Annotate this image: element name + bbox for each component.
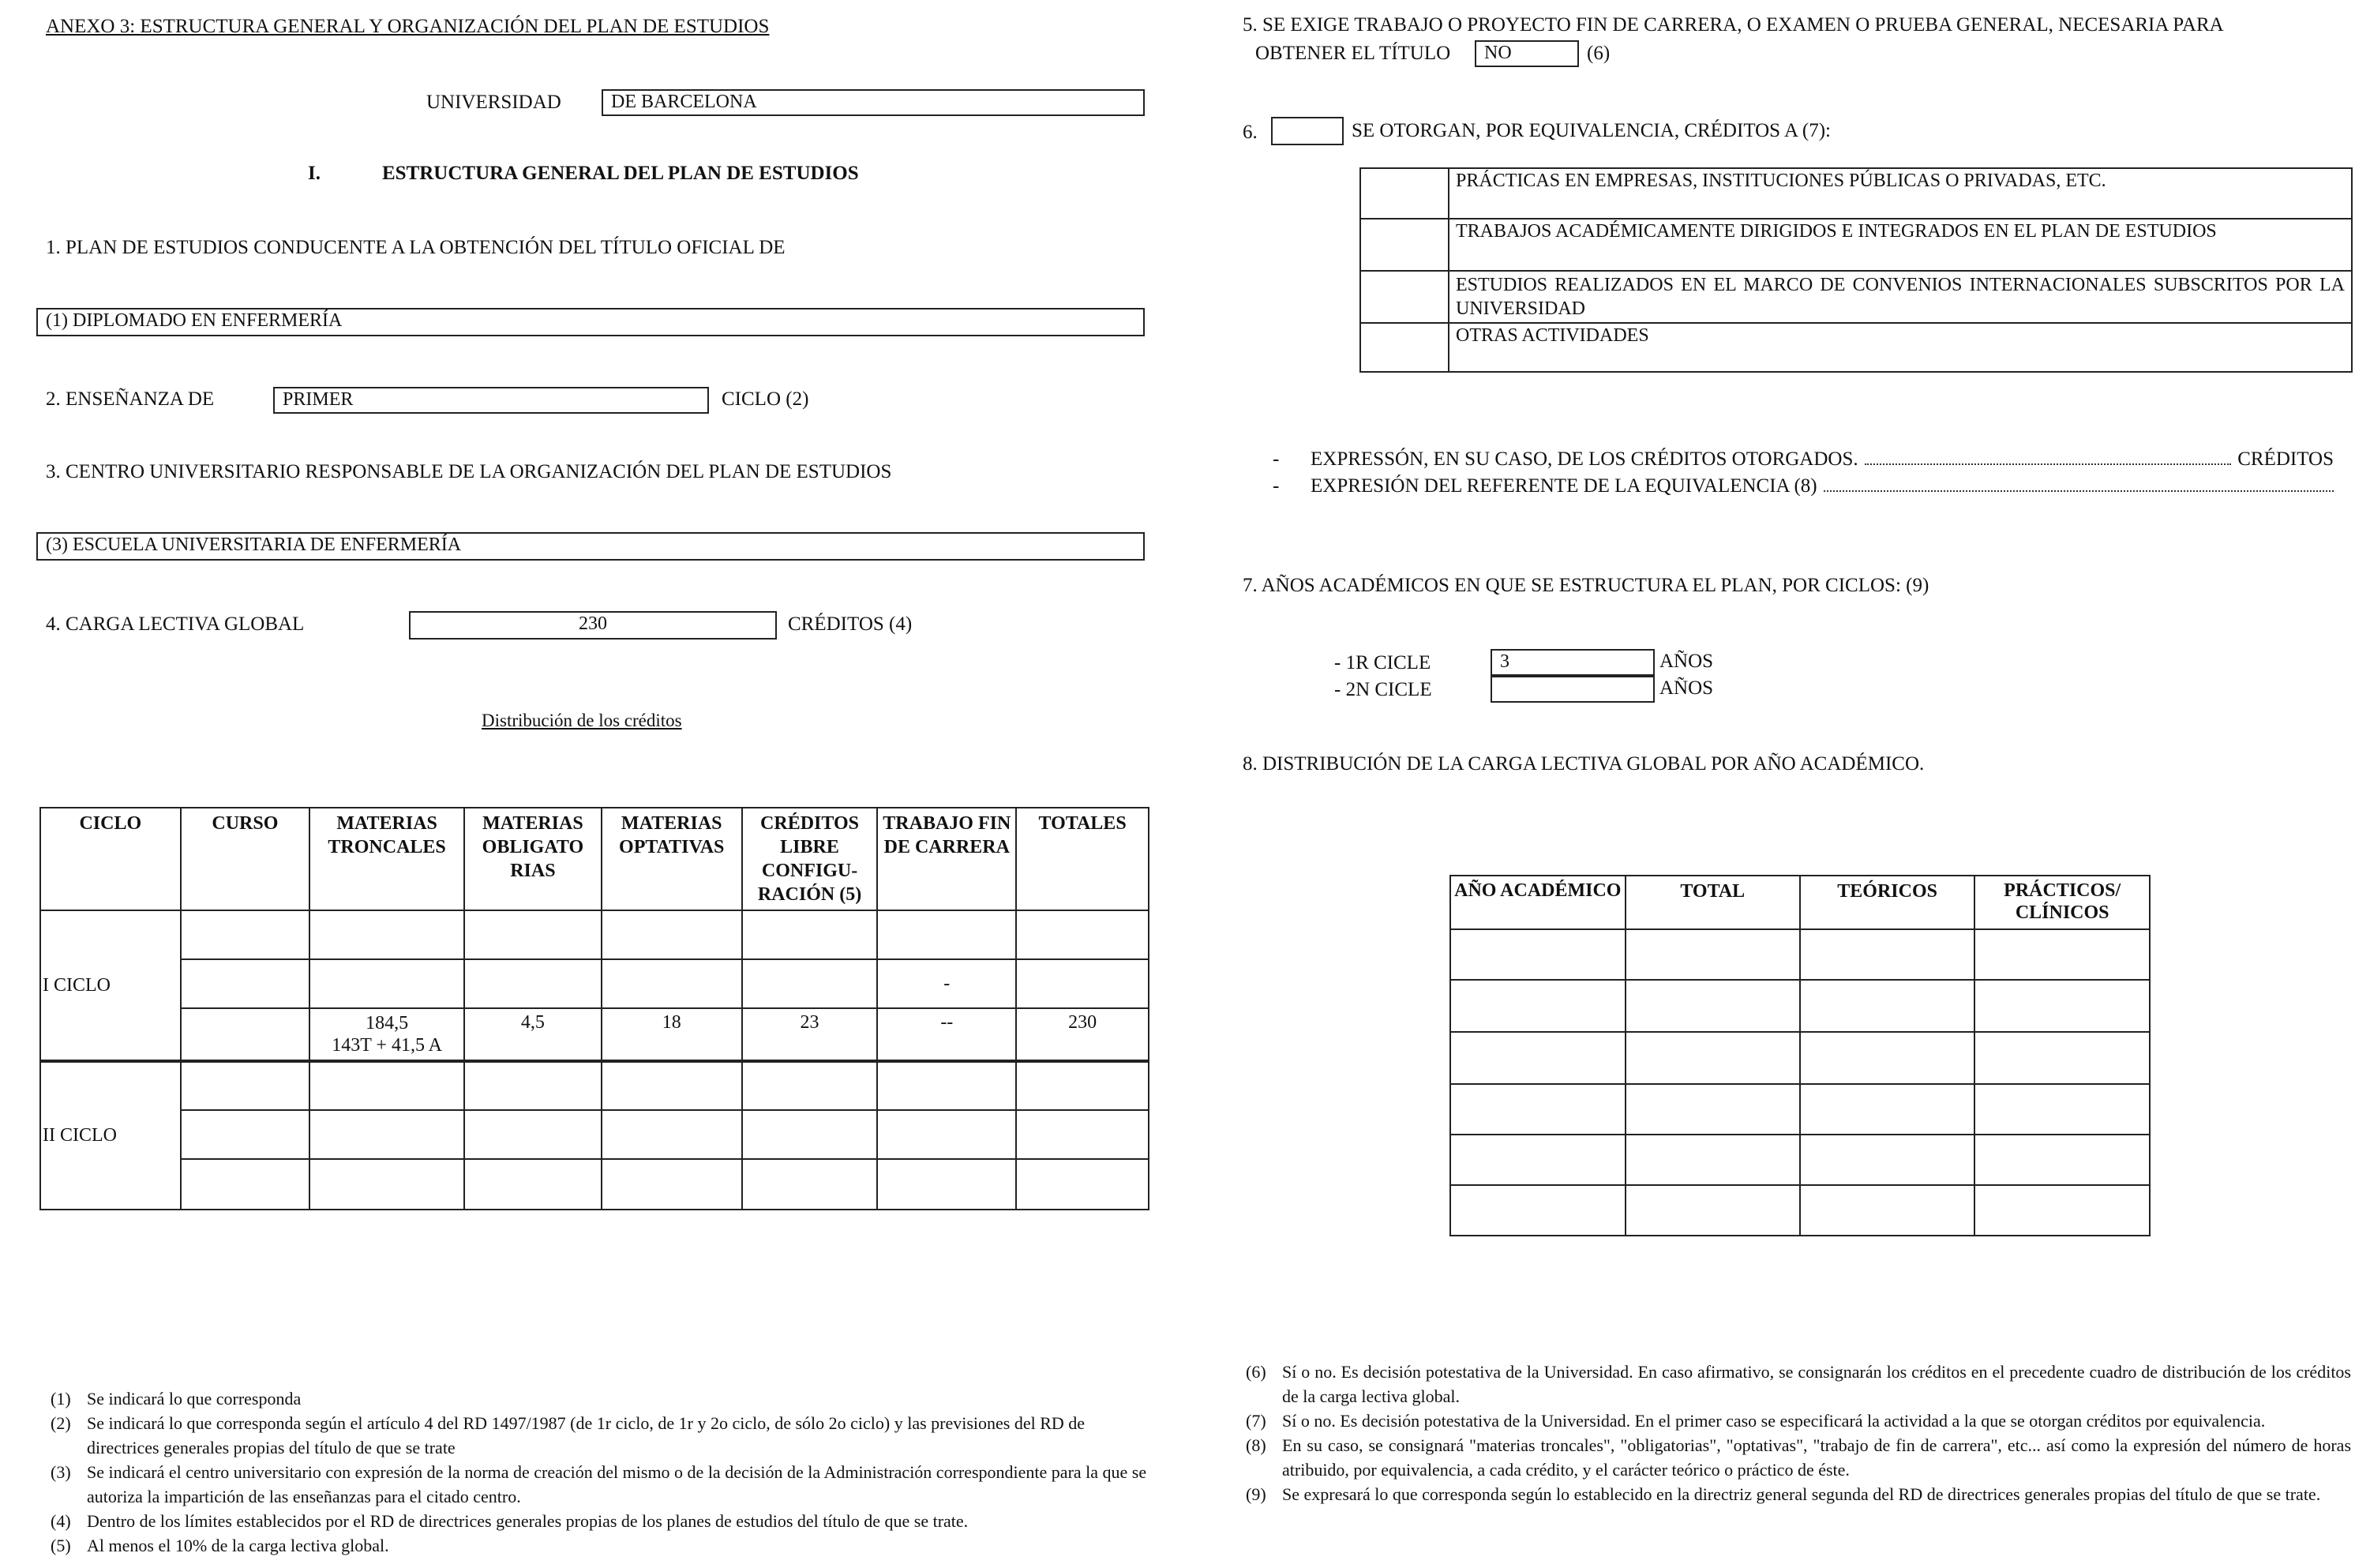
equivalence-item: ESTUDIOS REALIZADOS EN EL MARCO DE CONVENIOS INTERNACIONALES SUBSCRITOS POR LA UNIVERSIDAD xyxy=(1449,271,2352,323)
table-row xyxy=(40,1061,1149,1110)
totales-cell: 230 xyxy=(1016,1008,1149,1061)
table-row xyxy=(1360,271,2352,323)
question-5-line-1: 5. SE EXIGE TRABAJO O PROYECTO FIN DE CARRERA, O EXAMEN O PRUEBA GENERAL, NECESARIA PARA xyxy=(1243,14,2224,36)
question-3: 3. CENTRO UNIVERSITARIO RESPONSABLE DE LA ORGANIZACIÓN DEL PLAN DE ESTUDIOS xyxy=(46,461,892,482)
question-6-text: SE OTORGAN, POR EQUIVALENCIA, CRÉDITOS A (7): xyxy=(1352,120,1831,141)
table-row xyxy=(1360,168,2352,219)
dash-cell: - xyxy=(877,959,1016,1008)
cycle-1-years-field[interactable]: 3 xyxy=(1491,649,1655,676)
left-footnotes xyxy=(51,1386,1148,1558)
right-footnotes xyxy=(1246,1360,2351,1506)
cycle-field[interactable]: PRIMER xyxy=(273,387,709,414)
annex-title: ANEXO 3: ESTRUCTURA GENERAL Y ORGANIZACIÓN DEL PLAN DE ESTUDIOS xyxy=(46,16,770,37)
table-row xyxy=(40,1008,1149,1061)
question-1: 1. PLAN DE ESTUDIOS CONDUCENTE A LA OBTENCIÓN DEL TÍTULO OFICIAL DE xyxy=(46,237,786,258)
question-2-suffix: CICLO (2) xyxy=(722,388,809,410)
troncales-value: 184,5 xyxy=(366,1013,409,1033)
cycle-2-label: II CICLO xyxy=(40,1061,181,1210)
troncales-cell xyxy=(309,1008,464,1061)
cycle-1-years-label: - 1R CICLE xyxy=(1334,652,1431,673)
header-total: TOTAL xyxy=(1626,876,1800,929)
equivalence-table xyxy=(1359,167,2353,373)
question-6-number: 6. xyxy=(1243,122,1258,143)
expression-credits-label: EXPRESSÓN, EN SU CASO, DE LOS CRÉDITOS OTORGADOS. xyxy=(1311,448,1858,470)
question-5-line-2: OBTENER EL TÍTULO xyxy=(1255,43,1451,64)
equivalence-item: OTRAS ACTIVIDADES xyxy=(1449,323,2352,372)
question-8: 8. DISTRIBUCIÓN DE LA CARGA LECTIVA GLOBAL POR AÑO ACADÉMICO. xyxy=(1243,753,1925,775)
equivalence-item: PRÁCTICAS EN EMPRESAS, INSTITUCIONES PÚBLICAS O PRIVADAS, ETC. xyxy=(1449,168,2352,219)
table-row xyxy=(1450,929,2150,980)
cycle-2-years-field[interactable] xyxy=(1491,676,1655,703)
header-ciclo: CICLO xyxy=(40,808,181,910)
center-field[interactable]: (3) ESCUELA UNIVERSITARIA DE ENFERMERÍA xyxy=(36,532,1145,561)
equivalence-checkbox[interactable] xyxy=(1360,168,1449,219)
equivalence-checkbox[interactable] xyxy=(1360,219,1449,271)
table-row xyxy=(1450,1032,2150,1084)
expression-credits-field[interactable] xyxy=(1865,463,2232,465)
footnote: (7) Sí o no. Es decisión potestativa de la Universidad. En el primer caso se especificará la actividad a la que se otorgan créditos por equivalencia. xyxy=(1246,1411,2266,1431)
equivalence-field[interactable] xyxy=(1271,117,1344,145)
troncales-detail: 143T + 41,5 A xyxy=(332,1035,442,1056)
university-field[interactable]: DE BARCELONA xyxy=(602,89,1145,116)
trabajo-cell: -- xyxy=(877,1008,1016,1061)
footnote: (8) En su caso, se consignará "materias troncales", "obligatorias", "optativas", "trabajo de fin de carrera", etc... así como la expresión del número de horas atribuido, por equivalencia, a cada crédito, y el carácter teórico o práctico de éste. xyxy=(1246,1435,2351,1480)
equivalence-item: TRABAJOS ACADÉMICAMENTE DIRIGIDOS E INTEGRADOS EN EL PLAN DE ESTUDIOS xyxy=(1449,219,2352,271)
equivalence-checkbox[interactable] xyxy=(1360,323,1449,372)
optativas-cell: 18 xyxy=(602,1008,742,1061)
bullet: - xyxy=(1273,448,1280,470)
table-row xyxy=(1450,980,2150,1032)
cycle-2-years-label: - 2N CICLE xyxy=(1334,679,1432,700)
expression-reference-line xyxy=(1311,475,2334,497)
expression-credits-suffix: CRÉDITOS xyxy=(2237,448,2334,470)
header-troncales: MATERIAS TRONCALES xyxy=(309,808,464,910)
section-number: I. xyxy=(308,163,321,184)
credits-distribution-table xyxy=(39,807,1149,1210)
question-4-label: 4. CARGA LECTIVA GLOBAL xyxy=(46,613,305,635)
footnote: (6) Sí o no. Es decisión potestativa de la Universidad. En caso afirmativo, se consignarán los créditos en el precedente cuadro de distribución de los créditos de la carga lectiva global. xyxy=(1246,1362,2351,1406)
table-header-row xyxy=(40,808,1149,910)
expression-reference-label: EXPRESIÓN DEL REFERENTE DE LA EQUIVALENCIA (8) xyxy=(1311,475,1817,497)
table-row xyxy=(1450,1084,2150,1135)
bullet: - xyxy=(1273,475,1280,497)
total-credits-field[interactable]: 230 xyxy=(409,611,777,640)
question-5-suffix: (6) xyxy=(1587,43,1611,64)
question-4-suffix: CRÉDITOS (4) xyxy=(788,613,913,635)
header-totales: TOTALES xyxy=(1016,808,1149,910)
footnote: (9) Se expresará lo que corresponda según lo establecido en la directriz general segunda del RD de directrices generales propias del título de que se trate. xyxy=(1246,1484,2321,1504)
expression-reference-field[interactable] xyxy=(1824,490,2334,492)
header-year: AÑO ACADÉMICO xyxy=(1450,876,1626,929)
degree-field[interactable]: (1) DIPLOMADO EN ENFERMERÍA xyxy=(36,308,1145,336)
expression-credits-line xyxy=(1311,448,2334,471)
libre-cell: 23 xyxy=(742,1008,878,1061)
years-label: AÑOS xyxy=(1659,651,1714,672)
table-header-row xyxy=(1450,876,2150,929)
question-7: 7. AÑOS ACADÉMICOS EN QUE SE ESTRUCTURA EL PLAN, POR CICLOS: (9) xyxy=(1243,575,1929,596)
section-title: ESTRUCTURA GENERAL DEL PLAN DE ESTUDIOS xyxy=(382,163,859,184)
table-row xyxy=(40,910,1149,959)
distribution-title: Distribución de los créditos xyxy=(482,711,682,730)
equivalence-checkbox[interactable] xyxy=(1360,271,1449,323)
university-label: UNIVERSIDAD xyxy=(426,92,561,113)
final-project-field[interactable]: NO xyxy=(1475,40,1579,67)
header-optativas: MATERIAS OPTATIVAS xyxy=(602,808,742,910)
footnote: (1) Se indicará lo que corresponda xyxy=(51,1389,302,1409)
table-row xyxy=(1450,1185,2150,1236)
question-2-label: 2. ENSEÑANZA DE xyxy=(46,388,215,410)
table-row xyxy=(1360,323,2352,372)
obligatorias-cell: 4,5 xyxy=(464,1008,602,1061)
table-row xyxy=(40,1159,1149,1210)
header-trabajo: TRABAJO FIN DE CARRERA xyxy=(877,808,1016,910)
header-curso: CURSO xyxy=(181,808,310,910)
header-practical: PRÁCTICOS/ CLÍNICOS xyxy=(1974,876,2150,929)
header-obligatorias: MATERIAS OBLIGATO RIAS xyxy=(464,808,602,910)
footnote: (2) Se indicará lo que corresponda según el artículo 4 del RD 1497/1987 (de 1r ciclo, de 1r y 2o ciclo, de sólo 2o ciclo) y las previsiones del RD de directrices generales propias del título de que se trate xyxy=(51,1413,1086,1457)
cycle-1-label: I CICLO xyxy=(40,910,181,1061)
years-label: AÑOS xyxy=(1659,677,1714,699)
footnote: (3) Se indicará el centro universitario con expresión de la norma de creación del mismo o de la decisión de la Administración correspondiente para la que se autoriza la impartición de las enseñanzas para el citado centro. xyxy=(51,1462,1147,1506)
table-row xyxy=(1360,219,2352,271)
footnote: (5) Al menos el 10% de la carga lectiva global. xyxy=(51,1536,389,1555)
table-row xyxy=(40,959,1149,1008)
header-libre: CRÉDITOS LIBRE CONFIGU- RACIÓN (5) xyxy=(742,808,878,910)
table-row xyxy=(40,1110,1149,1159)
footnote: (4) Dentro de los límites establecidos por el RD de directrices generales propias de los planes de estudios del título de que se trate. xyxy=(51,1511,969,1531)
table-row xyxy=(1450,1135,2150,1185)
academic-year-table xyxy=(1449,875,2151,1236)
header-theoretical: TEÓRICOS xyxy=(1800,876,1974,929)
